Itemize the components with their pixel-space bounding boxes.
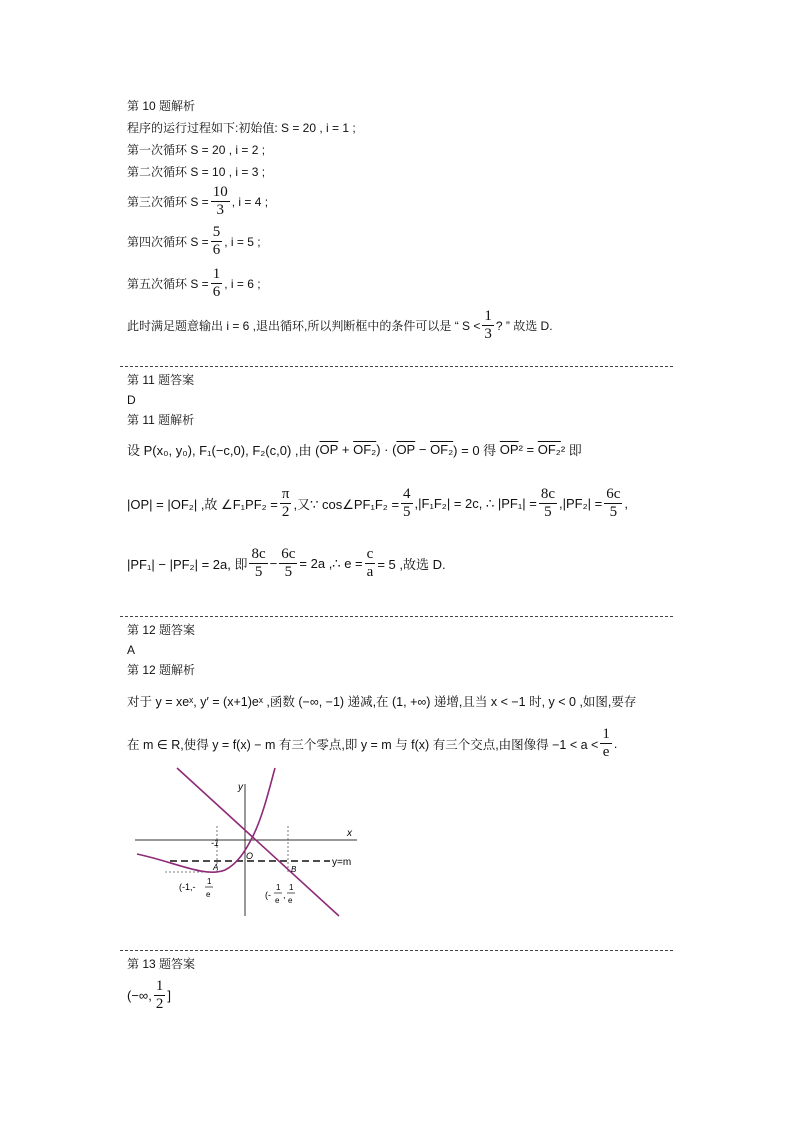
- y-axis-label: y: [238, 782, 243, 793]
- q10-loop5-prefix: 第五次循环 S =: [127, 276, 209, 291]
- q10-loop4-suffix: , i = 5 ;: [224, 234, 261, 249]
- q11-line2-d: ,|PF₂| =: [559, 496, 603, 511]
- frac-c-over-a: [365, 546, 376, 581]
- q10-loop3-num: 10: [212, 184, 228, 200]
- label-b: B: [291, 865, 297, 874]
- vector-of2-1: OF₂: [353, 442, 377, 457]
- q12-line2: [127, 726, 617, 761]
- x-axis-label: x: [347, 828, 352, 839]
- q11-line2-e: ,: [624, 496, 629, 511]
- q10-concl-num: 1: [484, 308, 492, 324]
- vector-op-2: $\overline{OP}$: [396, 442, 416, 457]
- q11-line1-sq2: ² 即: [560, 443, 582, 458]
- q13-answer: [127, 978, 171, 1013]
- q10-loop5-den: 6: [212, 284, 221, 300]
- q12-heading: 第 12 题解析: [127, 663, 196, 677]
- frac-den: e: [602, 744, 610, 760]
- q10-loop3-den: 3: [216, 202, 224, 218]
- frac-num: π: [281, 486, 290, 502]
- label-point-b-den: e: [275, 896, 280, 905]
- q10-loop5-suffix: , i = 6 ;: [224, 276, 261, 291]
- q10-loop5: [127, 266, 261, 301]
- frac-den: 5: [609, 504, 618, 520]
- q10-conclusion: [127, 308, 553, 343]
- q10-loop4-prefix: 第四次循环 S =: [127, 234, 209, 249]
- q10-concl-suffix: ? ” 故选 D.: [495, 318, 553, 333]
- q13-answer-prefix: (−∞,: [127, 988, 152, 1003]
- frac-den: 5: [254, 564, 263, 580]
- frac-den: 5: [403, 504, 411, 520]
- q11-line1-a: 设 P(x₀, y₀), F₁(−c,0), F₂(c,0) ,由 (: [127, 443, 320, 458]
- frac-num: 6c: [606, 486, 621, 502]
- q12-answer-heading: 第 12 题答案: [127, 623, 196, 637]
- frac-den: 5: [284, 564, 293, 580]
- label-y-equals-m: y=m: [332, 857, 352, 868]
- q11-line1-minus: −: [415, 442, 431, 457]
- frac-num: 1: [155, 978, 164, 994]
- q11-heading: 第 11 题解析: [127, 413, 195, 427]
- q11-answer: D: [127, 393, 136, 407]
- q11-line3-c: = 5 ,故选 D.: [377, 557, 446, 572]
- q12-answer: A: [127, 643, 136, 657]
- q10-loop3-suffix: , i = 4 ;: [231, 194, 269, 209]
- q11-line3-a: |PF₁| − |PF₂| = 2a, 即: [127, 557, 248, 572]
- function-graph: [125, 766, 365, 920]
- q12-line2-suffix: .: [613, 736, 618, 751]
- frac-6c-over-5: [604, 486, 622, 521]
- frac-den: 2: [281, 504, 290, 520]
- frac-8c-over-5-b: [249, 546, 267, 581]
- q12-line2-prefix: 在 m ∈ R,使得 y = f(x) − m 有三个零点,即 y = m 与 f(x) 有三个交点,由图像得 −1 < a <: [127, 737, 599, 752]
- divider-1: [120, 366, 673, 367]
- q11-line3: [127, 546, 446, 581]
- frac-4-over-5: [401, 486, 413, 521]
- q11-line1: [127, 440, 582, 459]
- q10-loop5-num: 1: [212, 266, 221, 282]
- label-point-b-num2: 1: [289, 883, 294, 892]
- label-point-b: (-: [265, 890, 271, 900]
- q10-loop1: 第一次循环 S = 20 , i = 2 ;: [127, 143, 266, 157]
- frac-num: 4: [403, 486, 411, 502]
- q10-loop4: [127, 224, 261, 259]
- frac-num: 8c: [251, 546, 266, 562]
- frac-1-over-e: [600, 726, 612, 761]
- q11-line1-plus: +: [338, 442, 354, 457]
- q13-answer-heading: 第 13 题答案: [127, 957, 196, 971]
- frac-8c-over-5: [539, 486, 557, 521]
- label-point-b-num: 1: [276, 883, 281, 892]
- label-point-b-den2: e: [288, 896, 293, 905]
- divider-2: [120, 616, 673, 617]
- q10-loop3-prefix: 第三次循环 S =: [127, 194, 209, 209]
- vector-of2-2: OF₂: [430, 442, 454, 457]
- q11-line2-a: |OP| = |OF₂| ,故 ∠F₁PF₂ =: [127, 497, 278, 512]
- frac-den: a: [366, 564, 374, 580]
- q10-loop3: [127, 184, 268, 219]
- q10-loop2: 第二次循环 S = 10 , i = 3 ;: [127, 165, 266, 179]
- q11-line2-b: ,又∵ cos∠PF₁F₂ =: [293, 497, 400, 512]
- vector-op-3: $\overline{OP}$: [499, 442, 519, 457]
- frac-den: 2: [155, 996, 164, 1012]
- vector-of2-3: OF₂: [537, 442, 561, 457]
- q11-line3-minus: −: [269, 556, 278, 571]
- q13-answer-suffix: ]: [167, 988, 171, 1003]
- label-origin: O: [246, 851, 254, 861]
- divider-3: [120, 950, 673, 951]
- q10-concl-prefix: 此时满足题意输出 i = 6 ,退出循环,所以判断框中的条件可以是 “ S <: [127, 318, 481, 333]
- vector-op-1: $\overline{OP}$: [319, 442, 339, 457]
- frac-pi-over-2: [280, 486, 292, 521]
- frac-1-over-2: [154, 978, 166, 1013]
- line-y-neg-x: [177, 768, 339, 916]
- q11-line1-sq: ² =: [518, 442, 538, 457]
- frac-num: 6c: [281, 546, 296, 562]
- q10-line1: 程序的运行过程如下:初始值: S = 20 , i = 1 ;: [127, 121, 356, 135]
- q11-line2: [127, 486, 628, 521]
- q11-line2-c: ,|F₁F₂| = 2c, ∴ |PF₁| =: [414, 495, 537, 511]
- q10-heading: 第 10 题解析: [127, 99, 196, 113]
- label-a: A: [213, 863, 219, 872]
- q10-concl-den: 3: [484, 326, 492, 342]
- q11-line1-end: ) = 0 得: [453, 443, 500, 458]
- label-point-min: (-1,-: [179, 882, 196, 892]
- q11-line1-mid: ) · (: [376, 442, 397, 457]
- label-neg1: -1: [211, 838, 220, 848]
- q10-loop5-fraction: [211, 266, 223, 301]
- q10-loop3-fraction: [211, 184, 230, 219]
- q10-loop4-num: 5: [212, 224, 221, 240]
- frac-num: 1: [602, 726, 610, 742]
- q10-concl-fraction: [482, 308, 494, 343]
- frac-den: 5: [544, 504, 552, 520]
- q10-loop4-den: 6: [212, 242, 221, 258]
- q11-line3-b: = 2a ,∴ e =: [299, 555, 363, 571]
- frac-6c-over-5-b: [279, 546, 297, 581]
- label-point-min-num: 1: [207, 877, 212, 886]
- curve-xex: [137, 768, 275, 872]
- q11-answer-heading: 第 11 题答案: [127, 373, 195, 387]
- label-point-min-den: e: [206, 890, 211, 899]
- frac-num: c: [366, 546, 374, 562]
- q12-line1: 对于 y = xeˣ, y′ = (x+1)eˣ ,函数 (−∞, −1) 递减,在 (1, +∞) 递增,且当 x < −1 时, y < 0 ,如图,要存: [127, 695, 637, 709]
- q10-loop4-fraction: [211, 224, 223, 259]
- label-point-b-comma: ,: [283, 890, 286, 900]
- frac-num: 8c: [540, 486, 556, 502]
